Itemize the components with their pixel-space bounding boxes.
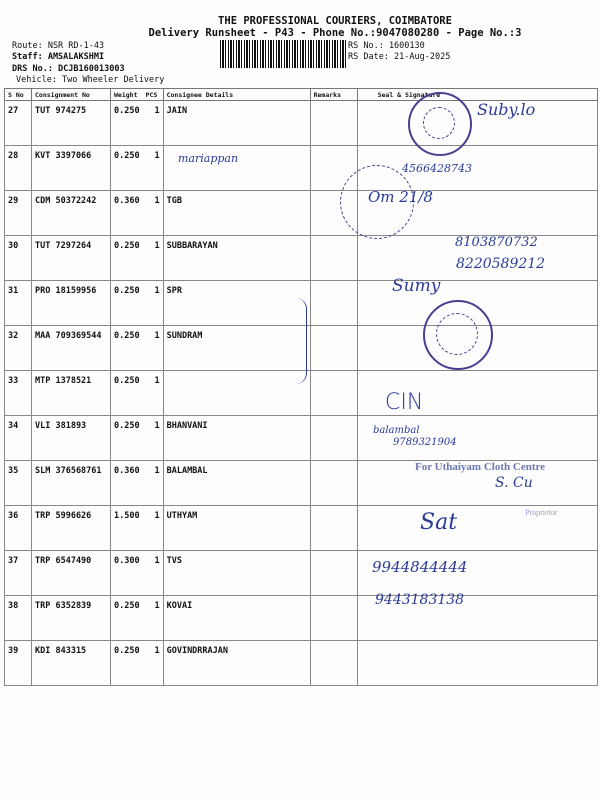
company-seal-inner bbox=[423, 107, 455, 139]
cell-sno: 36 bbox=[5, 506, 32, 551]
cell-remarks bbox=[310, 101, 357, 146]
cell-consignee bbox=[163, 371, 310, 416]
cell-consignee: JAIN bbox=[163, 101, 310, 146]
rs-no: RS No.: 1600130 bbox=[348, 41, 425, 51]
cell-remarks bbox=[310, 236, 357, 281]
col-sno: S No bbox=[5, 89, 32, 101]
cell-remarks bbox=[310, 551, 357, 596]
cell-weight: 0.250 bbox=[111, 281, 143, 326]
drs-no: DRS No.: DCJB160013003 bbox=[12, 64, 125, 74]
cell-pcs: 1 bbox=[143, 281, 164, 326]
cell-sno: 35 bbox=[5, 461, 32, 506]
cell-weight: 0.300 bbox=[111, 551, 143, 596]
signature-27: Suby.lo bbox=[477, 100, 536, 119]
cell-weight: 0.250 bbox=[111, 101, 143, 146]
cell-weight: 0.250 bbox=[111, 326, 143, 371]
table-row bbox=[5, 191, 598, 236]
cell-sno: 34 bbox=[5, 416, 32, 461]
cell-weight: 0.250 bbox=[111, 146, 143, 191]
proprietor-stamp: Proprietor bbox=[525, 508, 558, 517]
cell-consignment-no: MTP 1378521 bbox=[32, 371, 111, 416]
cell-consignment-no: KVT 3397066 bbox=[32, 146, 111, 191]
cell-consignment-no: TUT 974275 bbox=[32, 101, 111, 146]
coimbatore-seal-inner bbox=[436, 313, 478, 355]
cell-pcs: 1 bbox=[143, 551, 164, 596]
vehicle: Vehicle: Two Wheeler Delivery bbox=[16, 75, 165, 85]
cell-consignee: SUBBARAYAN bbox=[163, 236, 310, 281]
cell-pcs: 1 bbox=[143, 191, 164, 236]
barcode bbox=[220, 40, 348, 68]
cell-weight: 0.250 bbox=[111, 371, 143, 416]
cell-consignment-no: TRP 6547490 bbox=[32, 551, 111, 596]
phone-35: 9789321904 bbox=[393, 437, 457, 448]
cell-pcs: 1 bbox=[143, 146, 164, 191]
cell-consignment-no: KDI 843315 bbox=[32, 641, 111, 686]
cell-weight: 0.250 bbox=[111, 596, 143, 641]
table-row bbox=[5, 596, 598, 641]
cell-pcs: 1 bbox=[143, 461, 164, 506]
cell-seal bbox=[357, 506, 597, 551]
cell-consignee: BHANVANI bbox=[163, 416, 310, 461]
signature-37: Sat bbox=[420, 510, 458, 535]
col-pcs: PCS bbox=[143, 89, 164, 101]
handwritten-bracket bbox=[296, 298, 307, 384]
cell-remarks bbox=[310, 281, 357, 326]
cell-pcs: 1 bbox=[143, 641, 164, 686]
cell-consignment-no: VLI 381893 bbox=[32, 416, 111, 461]
cell-remarks bbox=[310, 596, 357, 641]
cell-consignee: SUNDRAM bbox=[163, 326, 310, 371]
cell-remarks bbox=[310, 641, 357, 686]
table-row bbox=[5, 146, 598, 191]
handwritten-cin: CIN bbox=[385, 390, 424, 415]
phone-31: 8220589212 bbox=[456, 256, 546, 272]
cell-sno: 27 bbox=[5, 101, 32, 146]
col-remarks: Remarks bbox=[310, 89, 357, 101]
cell-remarks bbox=[310, 461, 357, 506]
cell-sno: 39 bbox=[5, 641, 32, 686]
cell-weight: 1.500 bbox=[111, 506, 143, 551]
cell-remarks bbox=[310, 326, 357, 371]
staff: Staff: AMSALAKSHMI bbox=[12, 52, 105, 62]
cell-consignee: KOVAI bbox=[163, 596, 310, 641]
cell-sno: 38 bbox=[5, 596, 32, 641]
phone-28: 4566428743 bbox=[402, 162, 472, 175]
handwritten-name-28: mariappan bbox=[178, 152, 239, 165]
signature-31: Sumy bbox=[392, 276, 441, 296]
cell-sno: 29 bbox=[5, 191, 32, 236]
rs-date: RS Date: 21-Aug-2025 bbox=[348, 52, 451, 62]
phone-30: 8103870732 bbox=[455, 235, 538, 250]
table-row bbox=[5, 551, 598, 596]
col-seal: Seal & Signature bbox=[357, 89, 597, 101]
cell-sno: 31 bbox=[5, 281, 32, 326]
col-consignment: Consignment No bbox=[32, 89, 111, 101]
cell-consignment-no: TUT 7297264 bbox=[32, 236, 111, 281]
cell-sno: 32 bbox=[5, 326, 32, 371]
cell-remarks bbox=[310, 416, 357, 461]
cell-weight: 0.250 bbox=[111, 236, 143, 281]
cell-sno: 30 bbox=[5, 236, 32, 281]
cell-pcs: 1 bbox=[143, 416, 164, 461]
cell-remarks bbox=[310, 371, 357, 416]
runsheet-table bbox=[4, 88, 598, 686]
cell-sno: 33 bbox=[5, 371, 32, 416]
uthaiyam-stamp: For Uthaiyam Cloth Centre bbox=[415, 461, 546, 473]
cell-consignment-no: MAA 709369544 bbox=[32, 326, 111, 371]
table-row bbox=[5, 416, 598, 461]
cell-weight: 0.360 bbox=[111, 191, 143, 236]
cell-weight: 0.250 bbox=[111, 641, 143, 686]
document-subtitle: Delivery Runsheet - P43 - Phone No.:9047080280 - Page No.:3 bbox=[148, 27, 522, 39]
cell-pcs: 1 bbox=[143, 506, 164, 551]
cell-consignee: UTHYAM bbox=[163, 506, 310, 551]
cell-consignee: GOVINDRRAJAN bbox=[163, 641, 310, 686]
cell-weight: 0.360 bbox=[111, 461, 143, 506]
cell-sno: 28 bbox=[5, 146, 32, 191]
cell-consignment-no: PRO 18159956 bbox=[32, 281, 111, 326]
cell-consignment-no: TRP 5996626 bbox=[32, 506, 111, 551]
document-title: THE PROFESSIONAL COURIERS, COIMBATORE bbox=[218, 15, 452, 27]
signature-29: Om 21/8 bbox=[368, 188, 433, 206]
phone-38: 9944844444 bbox=[372, 558, 468, 576]
cell-weight: 0.250 bbox=[111, 416, 143, 461]
table-row bbox=[5, 506, 598, 551]
cell-consignee: BALAMBAL bbox=[163, 461, 310, 506]
route: Route: NSR RD-1-43 bbox=[12, 41, 105, 51]
signature-36: S. Cu bbox=[495, 475, 533, 491]
cell-pcs: 1 bbox=[143, 326, 164, 371]
phone-39: 9443183138 bbox=[375, 592, 465, 608]
col-consignee: Consignee Details bbox=[163, 89, 310, 101]
cell-consignment-no: SLM 376568761 bbox=[32, 461, 111, 506]
cell-consignee: SPR bbox=[163, 281, 310, 326]
cell-consignee: TGB bbox=[163, 191, 310, 236]
cell-pcs: 1 bbox=[143, 596, 164, 641]
cell-remarks bbox=[310, 506, 357, 551]
cell-seal bbox=[357, 641, 597, 686]
col-weight: Weight bbox=[111, 89, 143, 101]
cell-sno: 37 bbox=[5, 551, 32, 596]
handwritten-balambal: balambal bbox=[373, 425, 420, 436]
cell-pcs: 1 bbox=[143, 236, 164, 281]
cell-pcs: 1 bbox=[143, 101, 164, 146]
table-row bbox=[5, 641, 598, 686]
cell-consignee: TVS bbox=[163, 551, 310, 596]
cell-pcs: 1 bbox=[143, 371, 164, 416]
cell-consignment-no: CDM 50372242 bbox=[32, 191, 111, 236]
cell-consignment-no: TRP 6352839 bbox=[32, 596, 111, 641]
